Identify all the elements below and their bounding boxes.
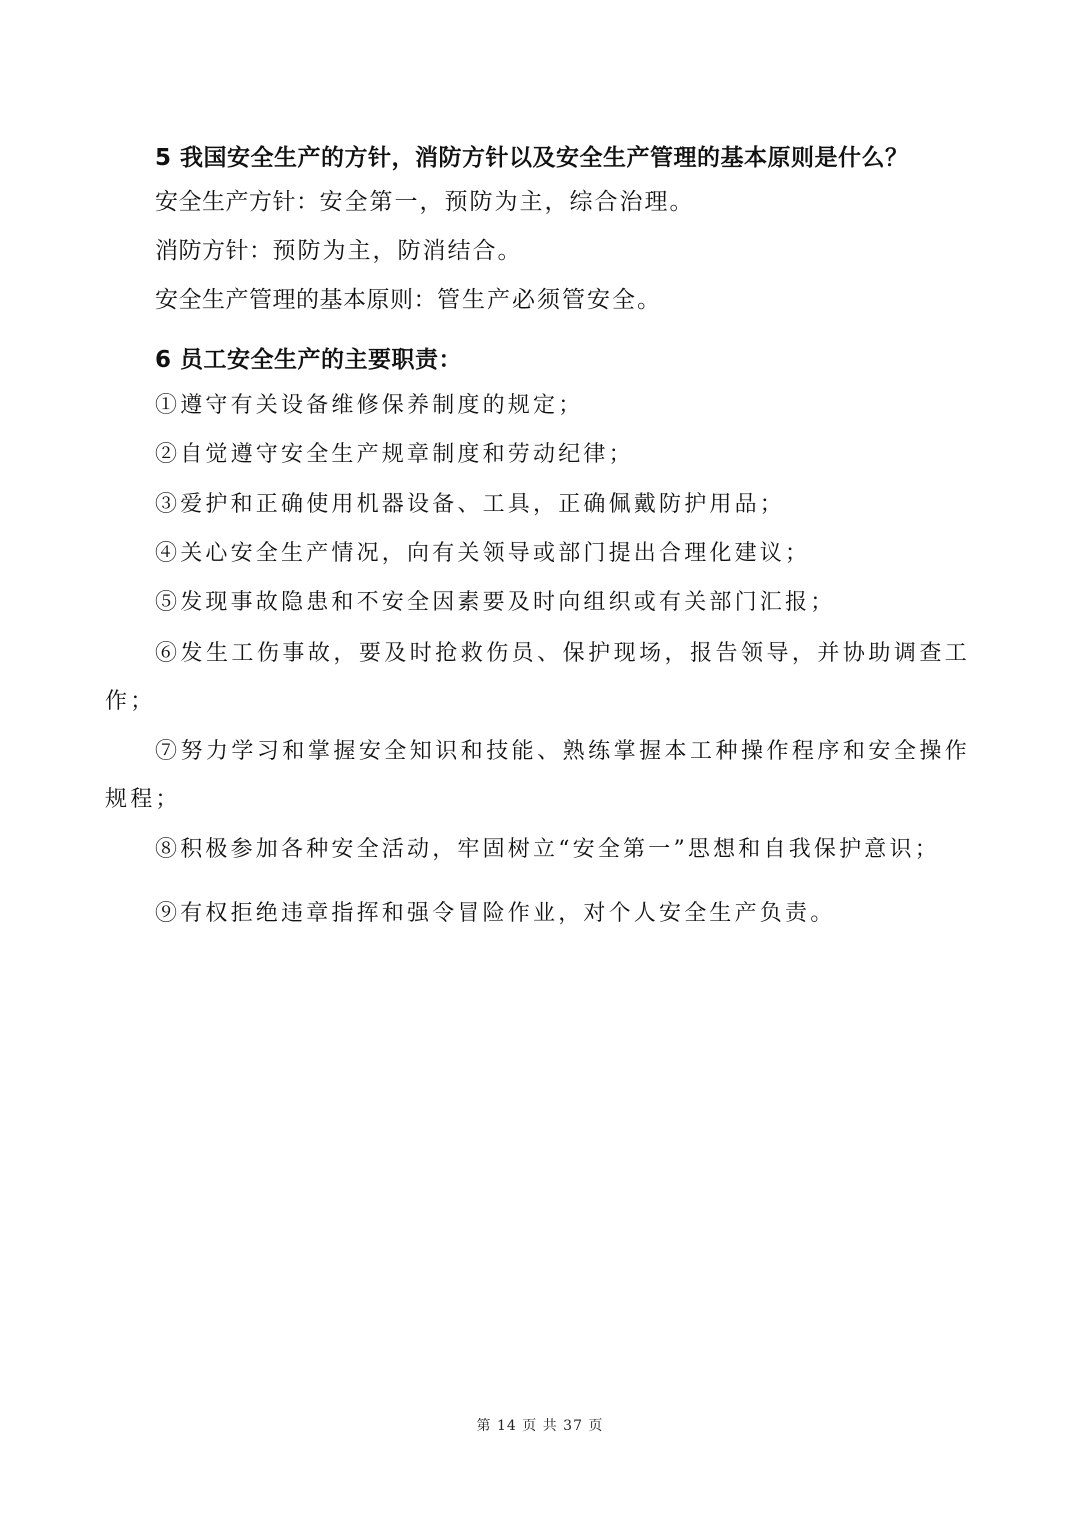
fire-policy-value: 预防为主，防消结合。 [272,238,523,264]
duty-item-5: ⑤发现事故隐患和不安全因素要及时向组织或有关部门汇报； [155,590,836,615]
fire-policy-label: 消防方针： [155,238,273,264]
safety-policy-value: 安全第一，预防为主，综合治理。 [319,189,695,215]
fire-policy-line [155,236,523,266]
section-5-heading: 5 我国安全生产的方针，消防方针以及安全生产管理的基本原则是什么？ [155,145,909,171]
duty-item-7: ⑦努力学习和掌握安全知识和技能、熟练掌握本工种操作程序和安全操作规程； [105,739,970,812]
safety-policy-line [155,187,695,217]
page-number-footer: 第 14 页 共 37 页 [476,1418,604,1434]
duty-item-3: ③爱护和正确使用机器设备、工具，正确佩戴防护用品； [155,492,786,517]
safety-policy-label: 安全生产方针： [155,189,320,215]
section-6-heading: 6 员工安全生产的主要职责： [155,347,463,373]
management-principle-label: 安全生产管理的基本原则： [155,287,437,313]
duty-item-6: ⑥发生工伤事故，要及时抢救伤员、保护现场，报告领导，并协助调查工作； [105,641,970,714]
duty-item-4: ④关心安全生产情况，向有关领导或部门提出合理化建议； [155,541,811,566]
duty-item-8: ⑧积极参加各种安全活动，牢固树立“安全第一”思想和自我保护意识； [155,837,940,862]
management-principle-value: 管生产必须管安全。 [437,287,662,313]
duty-item-2: ②自觉遵守安全生产规章制度和劳动纪律； [155,442,634,467]
management-principle-line [155,285,662,315]
duty-item-9: ⑨有权拒绝违章指挥和强令冒险作业，对个人安全生产负责。 [155,901,836,926]
duty-item-1: ①遵守有关设备维修保养制度的规定； [155,393,584,418]
